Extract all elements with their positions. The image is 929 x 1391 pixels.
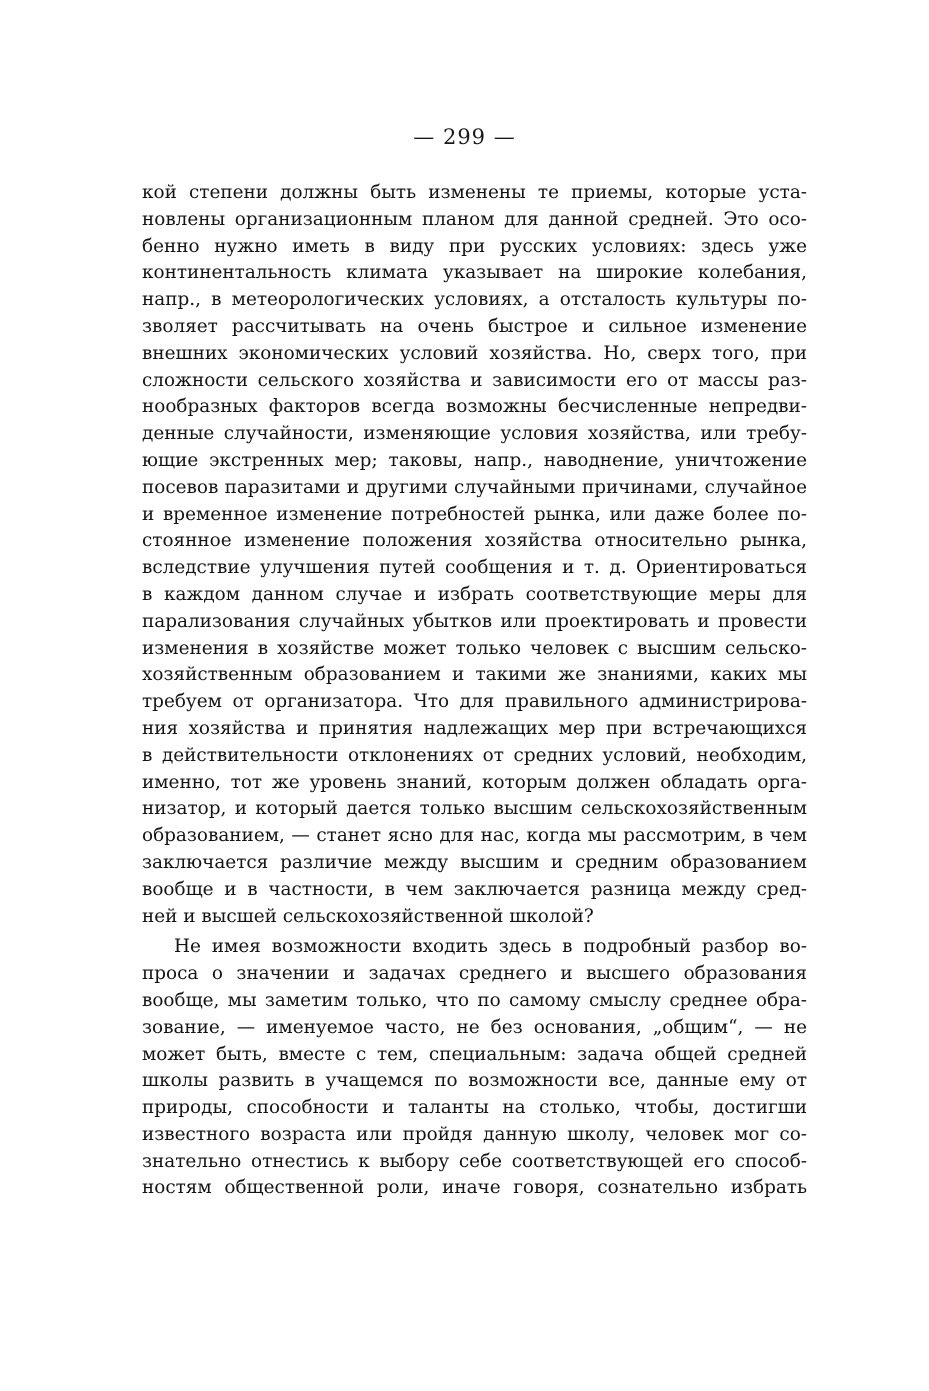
text-line: зование, — именуемое часто, не без основания, „общим“, — не — [142, 1016, 807, 1038]
text-line: вообще и в частности, в чем заключается разница между сред- — [142, 878, 807, 900]
paragraph-1 — [142, 180, 807, 930]
text-line: известного возраста или пройдя данную школу, человек мог со- — [142, 1123, 807, 1145]
text-line: ностям общественной роли, иначе говоря, сознательно избрать — [142, 1177, 807, 1199]
text-line: проса о значении и задачах среднего и высшего образования — [142, 963, 807, 985]
text-line: именно, тот же уровень знаний, которым должен обладать орга- — [142, 771, 807, 793]
text-line: напр., в метеорологических условиях, а отсталость культуры по- — [142, 289, 807, 311]
text-line: вследствие улучшения путей сообщения и т. д. Ориентироваться — [142, 557, 807, 579]
text-line: стоянное изменение положения хозяйства относительно рынка, — [142, 530, 807, 552]
text-line: школы развить в учащемся по возможности все, данные ему от — [142, 1070, 807, 1092]
body-text — [142, 180, 807, 1202]
text-line: сложности сельского хозяйства и зависимости его от массы раз- — [142, 369, 807, 391]
text-line: может быть, вместе с тем, специальным: задача общей средней — [142, 1043, 807, 1065]
text-line: ния хозяйства и принятия надлежащих мер при встречающихся — [142, 717, 807, 739]
text-line: денные случайности, изменяющие условия хозяйства, или требу- — [142, 423, 807, 445]
text-line: хозяйственным образованием и такими же знаниями, каких мы — [142, 664, 807, 686]
text-line: внешних экономических условий хозяйства. Но, сверх того, при — [142, 342, 807, 364]
text-line: знательно отнестись к выбору себе соответствующей его способ- — [142, 1150, 807, 1172]
text-line: бенно нужно иметь в виду при русских условиях: здесь уже — [142, 235, 807, 257]
text-line: изменения в хозяйстве может только человек с высшим сельско- — [142, 637, 807, 659]
text-line: ней и высшей сельскохозяйственной школой? — [142, 905, 594, 927]
paragraph-2 — [142, 934, 807, 1202]
text-line: парализования случайных убытков или проектировать и провести — [142, 610, 807, 632]
text-line: требуем от организатора. Что для правильного администрирова- — [142, 691, 807, 713]
text-line: природы, способности и таланты на столько, чтобы, достигши — [142, 1097, 807, 1119]
text-line: зволяет рассчитывать на очень быстрое и сильное изменение — [142, 315, 807, 337]
text-line: континентальность климата указывает на широкие колебания, — [142, 262, 807, 284]
text-line: посевов паразитами и другими случайными причинами, случайное — [142, 476, 807, 498]
text-line: кой степени должны быть изменены те приемы, которые уста- — [142, 182, 807, 203]
page-number: — 299 — — [413, 125, 516, 149]
text-line: в действительности отклонениях от средних условий, необходим, — [142, 744, 807, 766]
text-line: новлены организационным планом для данной средней. Это осо- — [142, 208, 807, 230]
text-line: заключается различие между высшим и средним образованием — [142, 851, 807, 873]
text-line: нообразных факторов всегда возможны бесчисленные непредви- — [142, 396, 807, 418]
text-line: в каждом данном случае и избрать соответствующие меры для — [142, 583, 807, 605]
text-line: ющие экстренных мер; таковы, напр., наводнение, уничтожение — [142, 449, 807, 471]
text-line: образованием, — станет ясно для нас, когда мы рассмотрим, в чем — [142, 825, 807, 847]
text-line: Не имея возможности входить здесь в подробный разбор во- — [174, 936, 807, 958]
text-line: и временное изменение потребностей рынка, или даже более по- — [142, 503, 807, 525]
text-line: вообще, мы заметим только, что по самому смыслу среднее обра- — [142, 989, 807, 1011]
text-line: низатор, и который дается только высшим сельскохозяйственным — [142, 798, 807, 820]
